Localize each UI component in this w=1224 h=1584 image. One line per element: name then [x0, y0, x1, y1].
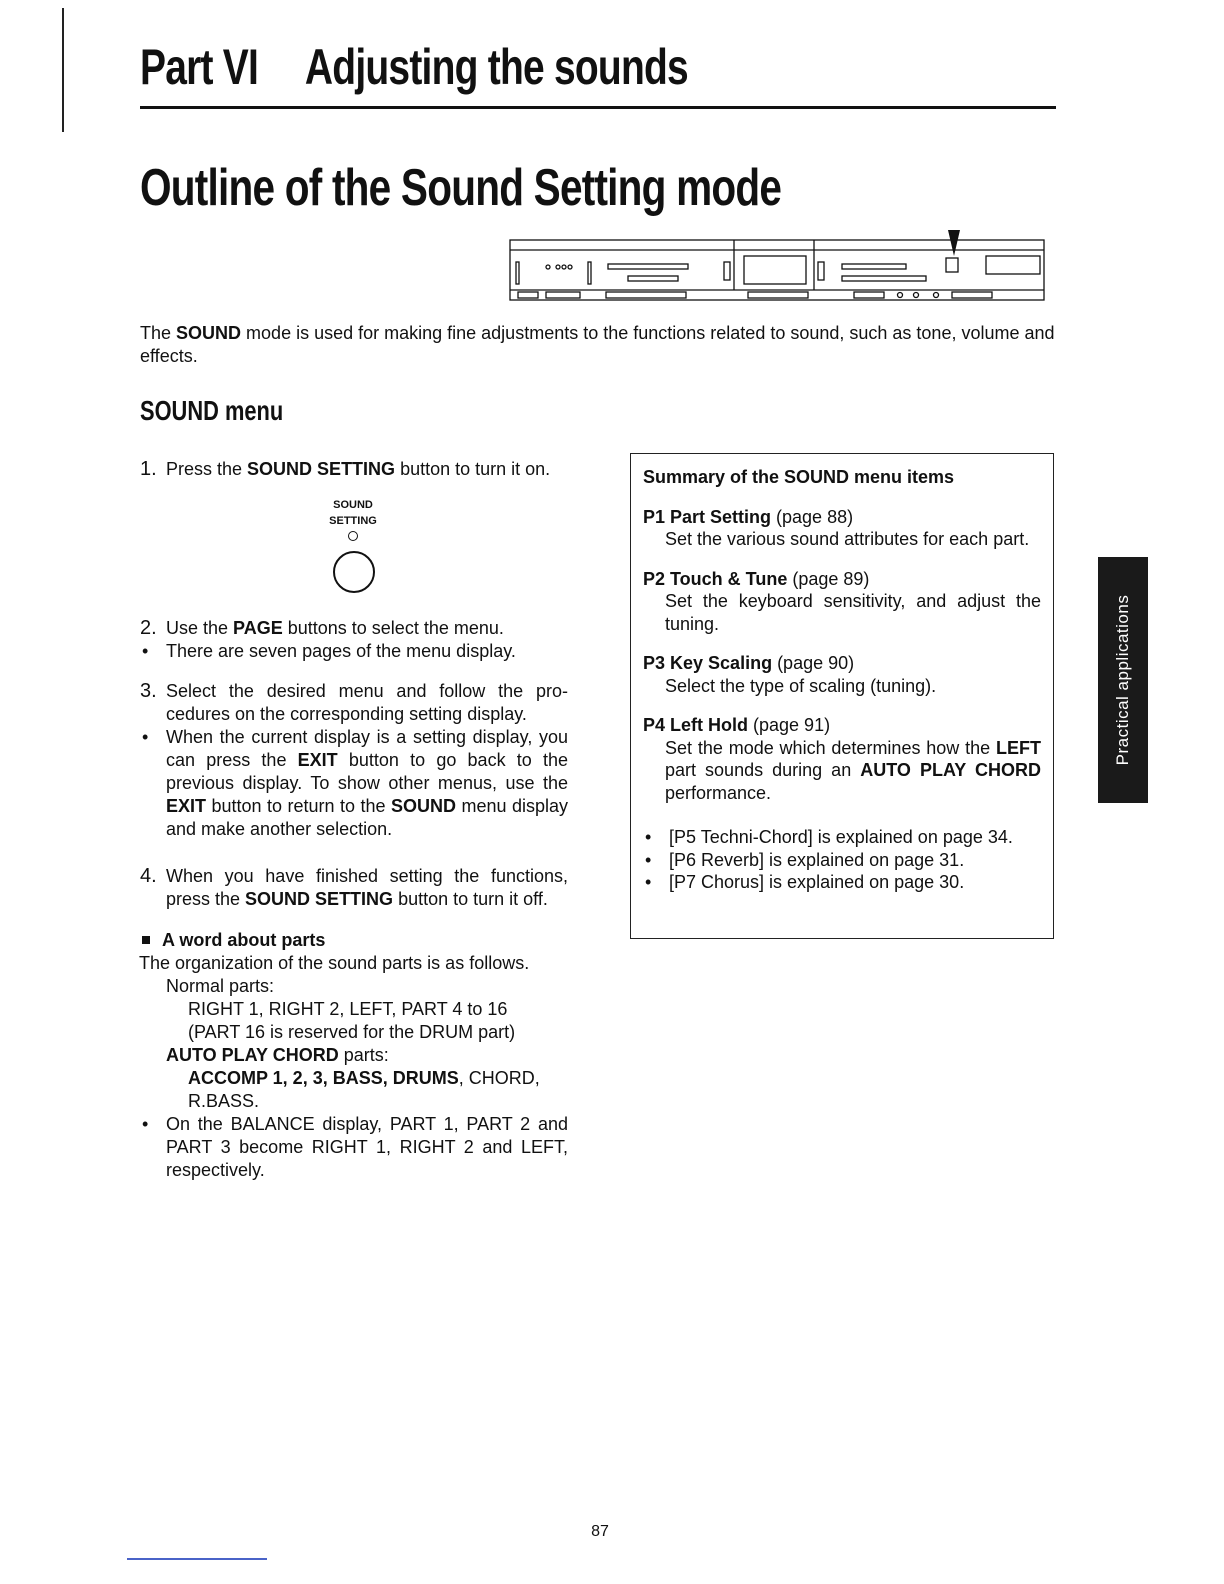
sound-menu-heading: SOUND menu	[140, 395, 284, 426]
normal-parts-note: (PART 16 is reserved for the DRUM part)	[188, 1022, 516, 1042]
auto-parts-list: ACCOMP 1, 2, 3, BASS, DRUMS, CHORD,	[188, 1068, 540, 1088]
left-column	[140, 458, 568, 1182]
step-2: 2. Use the PAGE buttons to select the menu.	[140, 617, 504, 639]
step-3: 3. Select the desired menu and follow the pro-cedures on the corresponding setting display.	[140, 680, 568, 724]
sound-setting-label: SOUND SETTING	[329, 499, 377, 527]
step-2-note: • There are seven pages of the menu display.	[140, 640, 568, 663]
summary-item-p2: P2 Touch & Tune (page 89) Set the keyboard sensitivity, and adjust the tuning.	[643, 568, 1041, 634]
auto-parts-list-2: R.BASS.	[188, 1091, 260, 1111]
pointer-arrow-icon	[948, 230, 960, 256]
page-number: 87	[591, 1523, 609, 1540]
bottom-line	[127, 1558, 267, 1560]
balance-note: • On the BALANCE display, PART 1, PART 2 and PART 3 become RIGHT 1, RIGHT 2 and LEFT, respectively.	[140, 1113, 568, 1182]
step-3-note: • When the current display is a setting display, you can press the EXIT button to go back to the previous display. To show other menus, use the EXIT button to return to the SOUND menu display and make another selection.	[140, 726, 568, 841]
part-label: Part VI	[140, 39, 259, 95]
summary-box	[630, 453, 1054, 939]
side-tab	[1098, 557, 1148, 803]
step-1: 1. Press the SOUND SETTING button to turn it on.	[140, 458, 551, 480]
sound-setting-button-illustration	[140, 433, 568, 603]
side-tab-label: Practical applications	[1113, 594, 1132, 766]
margin-rule	[62, 8, 64, 132]
control-panel-illustration	[508, 228, 1048, 308]
square-bullet-icon	[142, 936, 150, 944]
summary-note-p7: • [P7 Chorus] is explained on page 30.	[643, 871, 1041, 894]
sound-setting-button[interactable]	[333, 551, 375, 593]
intro-paragraph: The SOUND mode is used for making fine adjustments to the functions related to sound, such as tone, volume and effects.	[140, 323, 1055, 366]
summary-note-p5: • [P5 Techni-Chord] is explained on page 34.	[643, 826, 1041, 849]
section-title: Outline of the Sound Setting mode	[140, 159, 782, 217]
summary-note-p6: • [P6 Reverb] is explained on page 31.	[643, 849, 1041, 872]
step-4: 4. When you have finished setting the functions, press the SOUND SETTING button to turn it off.	[140, 865, 568, 909]
parts-heading: A word about parts	[140, 929, 568, 952]
summary-item-p3: P3 Key Scaling (page 90) Select the type of scaling (tuning).	[643, 653, 937, 696]
auto-parts-label: AUTO PLAY CHORD parts:	[166, 1045, 389, 1065]
summary-item-p4: P4 Left Hold (page 91) Set the mode which determines how the LEFT part sounds during an AUTO PLAY CHORD performance.	[643, 715, 1042, 803]
summary-title: Summary of the SOUND menu items	[643, 467, 955, 487]
parts-intro: The organization of the sound parts is as follows.	[139, 953, 530, 973]
header-rule	[140, 106, 1056, 109]
summary-item-p1: P1 Part Setting (page 88) Set the various sound attributes for each part.	[643, 506, 1030, 549]
part-heading: Adjusting the sounds	[304, 39, 688, 95]
led-indicator-icon	[348, 531, 358, 541]
normal-parts-label: Normal parts:	[166, 976, 275, 996]
normal-parts-list: RIGHT 1, RIGHT 2, LEFT, PART 4 to 16	[188, 999, 508, 1019]
part-title	[140, 38, 688, 96]
